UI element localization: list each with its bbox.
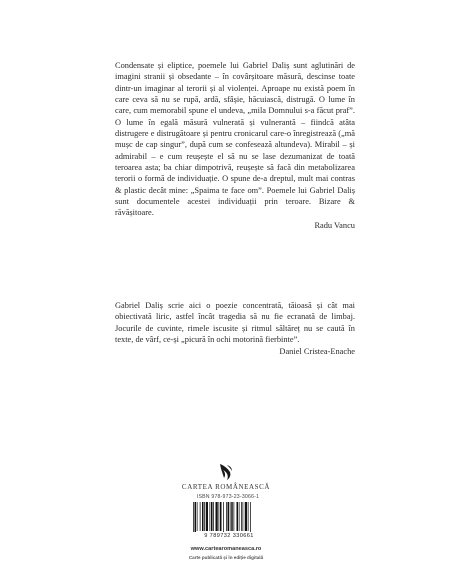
cr-publisher-logo-icon <box>218 463 234 481</box>
publisher-block <box>151 463 301 491</box>
blurb-radu-vancu <box>115 60 355 231</box>
barcode <box>189 502 269 542</box>
isbn: ISBN 978-973-23-3066-1 <box>196 494 260 500</box>
blurb-text: Condensate și eliptice, poemele lui Gabriel Daliș sunt aglutinări de imagini stranii și obsedante – în covârșitoare măsură, descinse toate dintr-un imaginar al terorii și al violenței. Aproape nu există poem în care ceva să nu se rupă, ardă, sfâșie, hăcuiască, distrugă. O lume în care, cum memorabil spune el undeva, „mila Domnului s-a făcut praf”. O lume în egală măsură vulnerată și vulnerantă – fiindcă atâta distrugere e distrugătoare și pentru cronicarul care-o înregistrează („mă mușc de cap singur”, după cum se confesează altundeva). Mirabil – și admirabil – e cum reușește el să nu se lase dezumanizat de toată teroarea asta; ba chiar dimpotrivă, reușește să facă din metabolizarea terorii o formă de individuație. O spune de-a dreptul, mult mai contras & plastic decât mine: „Spaima te face om”. Poemele lui Gabriel Daliș sunt documentele acestei individuații prin teroare. Bizare & răvășitoare. <box>115 61 355 218</box>
digital-edition-note: Carte publicată și în ediție digitală <box>188 555 264 560</box>
blurb-author: Daniel Cristea-Enache <box>279 347 355 357</box>
publisher-name: CARTEA ROMÂNEASCĂ <box>181 483 271 491</box>
barcode-digits: 9 789732 330661 <box>204 533 254 539</box>
blurb-daniel-cristea-enache <box>115 300 355 358</box>
barcode-icon <box>189 502 269 532</box>
blurb-author: Radu Vancu <box>314 220 355 230</box>
website-link[interactable]: www.cartearomaneasca.ro <box>190 546 262 552</box>
blurb-text: Gabriel Daliș scrie aici o poezie concentrată, tăioasă și cât mai obiectivată liric, astfel încât tragedia să nu fie ecranată de limbaj. Jocurile de cuvinte, rimele iscusite și ritmul săltăreț nu se caută în texte, de vârf, ce-și „picură în ochi motorină fierbinte”. <box>115 301 355 345</box>
